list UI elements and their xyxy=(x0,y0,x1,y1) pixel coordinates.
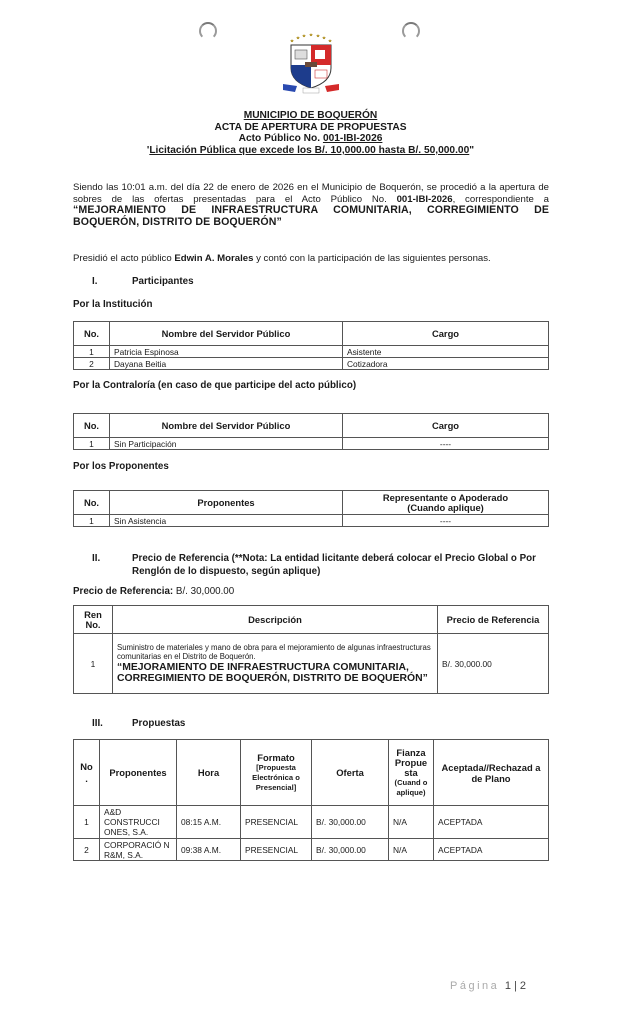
municipal-coat-of-arms-logo xyxy=(283,32,339,96)
proponentes-table: No. Proponentes Representante o Apoderado (Cuando aplique) 1 Sin Asistencia ---- xyxy=(73,490,549,527)
punch-hole-right xyxy=(402,22,420,40)
table-row: 1 Suministro de materiales y mano de obra para el mejoramiento de algunas infraestructuras comunitarias en el Distrito de Boquerón. “MEJORAMIENTO DE INFRAESTRUCTURA COMUNITARIA, CORREGIMIENTO DE BOQUERÓN, DISTRITO DE BOQUERÓN” B/. 30,000.00 xyxy=(74,634,549,694)
reference-price-line: Precio de Referencia: B/. 30,000.00 xyxy=(73,586,235,597)
proposals-table: No . Proponentes Hora Formato [Propuesta Electrónica o Presencial] Oferta Fianza Propue sta (Cuand o aplique) Aceptada//Rechazad a de Plano 1 A&D CONSTRUCCI ONES, S.A. 08:15 A.M. PRESENCIAL B/. 30,000.00 N/A ACEPTADA 2 CORPORACIÓ N R&M, S.A. 09:38 A.M. PRESENCIAL B/. 30,000.00 N/A ACEPTADA xyxy=(73,739,549,861)
document-title: ACTA DE APERTURA DE PROPUESTAS xyxy=(214,121,407,133)
table-row: 2 Dayana Beitia Cotizadora xyxy=(74,358,549,370)
act-number: Acto Público No. 001-IBI-2026 xyxy=(238,133,383,145)
municipality-title: MUNICIPIO DE BOQUERÓN xyxy=(243,110,378,121)
intro-paragraph: Siendo las 10:01 a.m. del día 22 de enero de 2026 en el Municipio de Boquerón, se procedió a la apertura de sobres de las ofertas presentadas para el Acto Público No. 001-IBI-2026, correspondiente a “MEJORAMIENTO DE INFRAESTRUCTURA COMUNITARIA, CORREGIMIENTO DE BOQUERÓN, DISTRITO DE BOQUERÓN” xyxy=(73,182,549,229)
contraloria-table: No. Nombre del Servidor Público Cargo 1 Sin Participación ---- xyxy=(73,413,549,450)
punch-hole-left xyxy=(199,22,217,40)
table-row: 1 Patricia Espinosa Asistente xyxy=(74,346,549,358)
document-header xyxy=(0,110,621,156)
section-3-heading: III. Propuestas xyxy=(92,718,186,729)
institution-table: No. Nombre del Servidor Público Cargo 1 Patricia Espinosa Asistente 2 Dayana Beitia Cotizadora xyxy=(73,321,549,370)
institution-subtitle: Por la Institución xyxy=(73,299,153,310)
table-row: 1 Sin Participación ---- xyxy=(74,438,549,450)
proponentes-subtitle: Por los Proponentes xyxy=(73,461,169,472)
section-1-heading: I. Participantes xyxy=(92,276,194,287)
section-2-heading: II. Precio de Referencia (**Nota: La entidad licitante deberá colocar el Precio Global o Por Renglón de lo dispuesto, según aplique) xyxy=(92,553,536,577)
table-row: 1 Sin Asistencia ---- xyxy=(74,515,549,527)
tender-type: 'Licitación Pública que excede los B/. 10,000.00 hasta B/. 50,000.00" xyxy=(146,144,475,156)
presided-paragraph: Presidió el acto público Edwin A. Morales y contó con la participación de las siguientes personas. xyxy=(73,253,491,264)
contraloria-subtitle: Por la Contraloría (en caso de que participe del acto público) xyxy=(73,380,357,391)
table-row: 1 A&D CONSTRUCCI ONES, S.A. 08:15 A.M. PRESENCIAL B/. 30,000.00 N/A ACEPTADA xyxy=(74,806,549,839)
reference-price-table: Ren No. Descripción Precio de Referencia 1 Suministro de materiales y mano de obra para el mejoramiento de algunas infraestructuras comunitarias en el Distrito de Boquerón. “MEJORAMIENTO DE INFRAESTRUCTURA COMUNITARIA, CORREGIMIENTO DE BOQUERÓN, DISTRITO DE BOQUERÓN” B/. 30,000.00 xyxy=(73,605,549,694)
table-row: 2 CORPORACIÓ N R&M, S.A. 09:38 A.M. PRESENCIAL B/. 30,000.00 N/A ACEPTADA xyxy=(74,839,549,861)
page-footer: Página 1 | 2 xyxy=(450,980,527,992)
